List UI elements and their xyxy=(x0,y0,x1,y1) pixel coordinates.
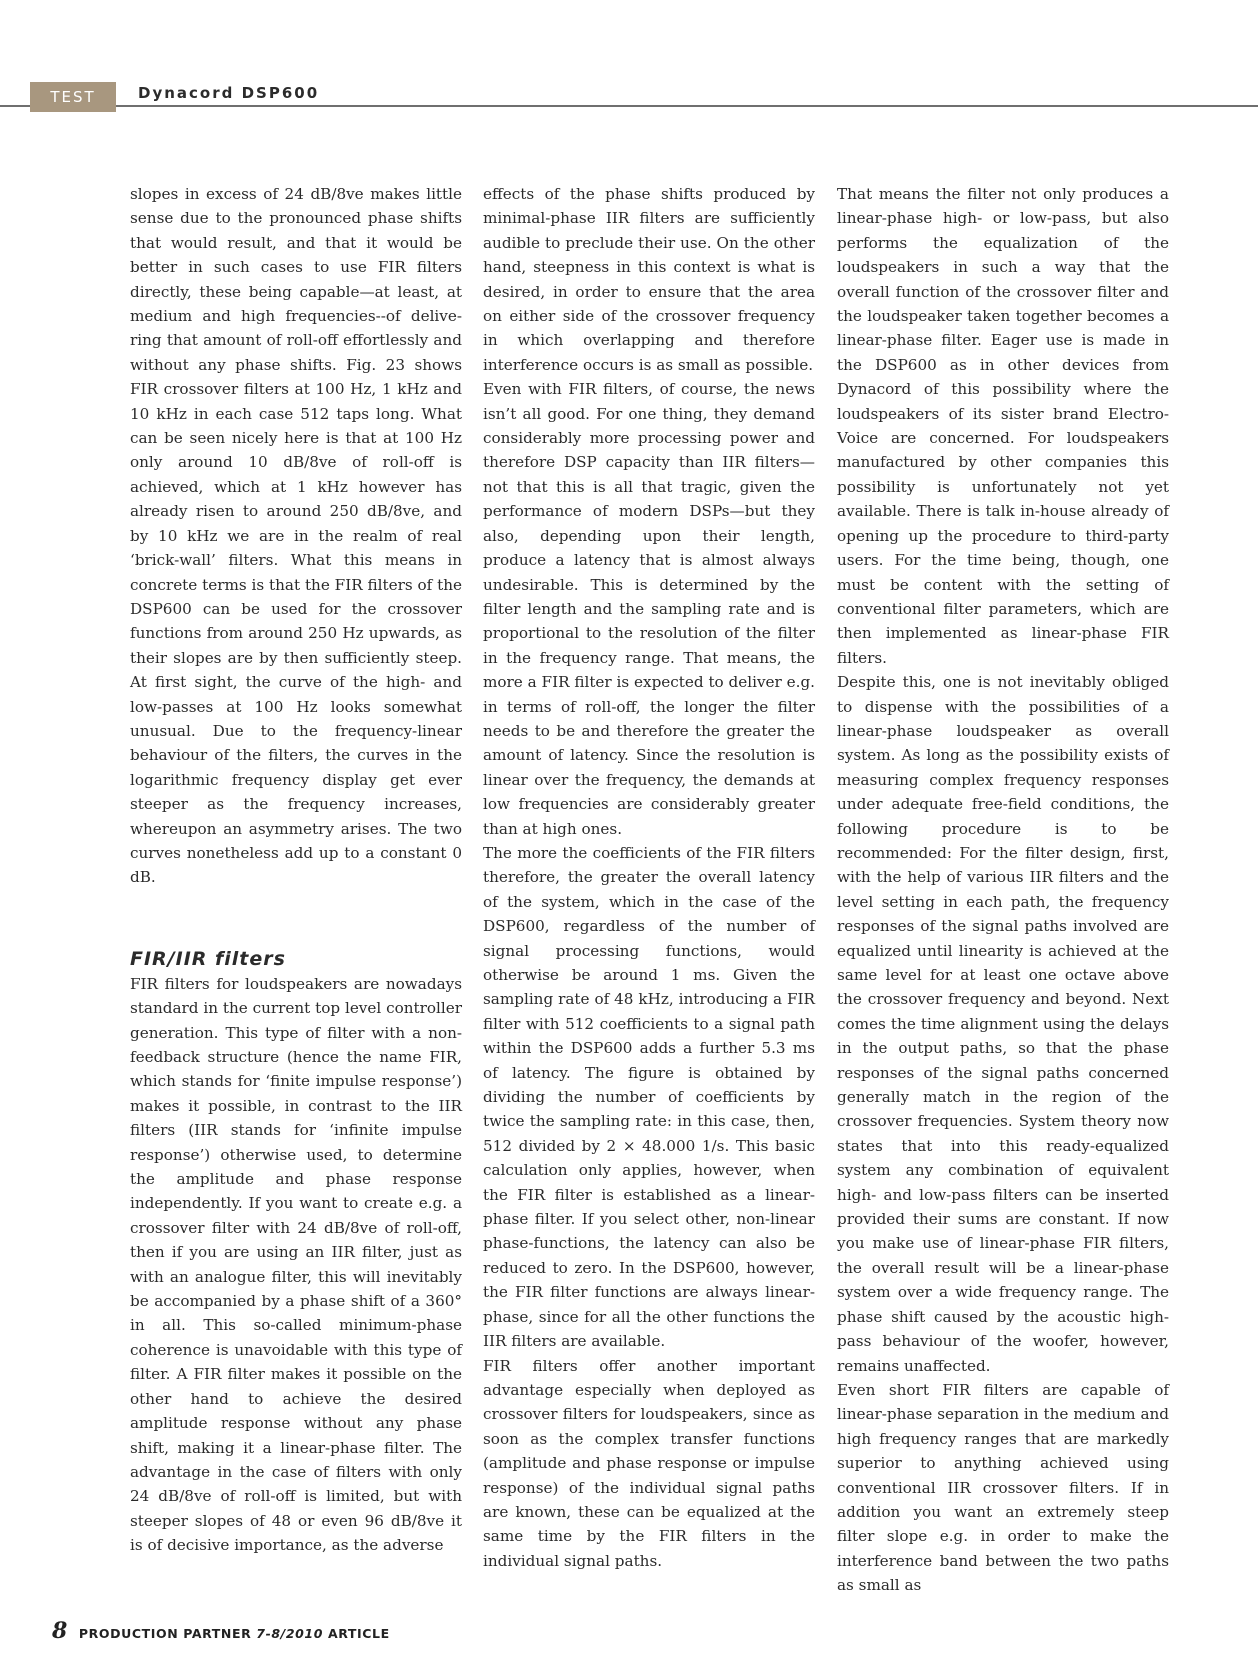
paragraph: Even short FIR filters are capable of linear-phase separation in the medium and high frequency ranges that are markedly superior to anything achieved using conventional IIR crossover filters. If in addition you want an extremely steep filter slope e.g. in order to make the interference band between the two paths as small as xyxy=(837,1380,1169,1595)
page-footer xyxy=(52,1618,390,1647)
paragraph: The more the coefficients of the FIR filters therefore, the greater the overall latency of the system, which in the case of the DSP600, regardless of the number of signal processing functions, would otherwise be around 1 ms. Given the sampling rate of 48 kHz, introducing a FIR filter with 512 coefficients to a signal path within the DSP600 adds a further 5.3 ms of latency. The figure is obtained by dividing the number of coefficients by twice the sampling rate: in this case, then, 512 divided by 2 × 48.000 1/s. This basic calculation only applies, however, when the FIR filter is established as a linear-phase filter. If you select other, non-linear phase-functions, the latency can also be reduced to zero. In the DSP600, however, the FIR filter functions are always linear-phase, since for all the other functions the IIR filters are available. xyxy=(483,843,815,1351)
spacer xyxy=(130,890,462,946)
footer-label: ARTICLE xyxy=(327,1626,390,1641)
subheading: FIR/IIR filters xyxy=(130,947,286,970)
page-number: 8 xyxy=(52,1618,68,1644)
paragraph: FIR filters for loudspeakers are nowadays standard in the current top level controller generation. This type of filter with a non-feedback structure (hence the name FIR, which stands for ‘finite impulse response’) makes it possible, in contrast to the IIR filters (IIR stands for ‘infinite impulse response’) otherwise used, to determine the amplitude and phase response independently. If you want to create e.g. a crossover filter with 24 dB/8ve of roll-off, then if you are using an IIR filter, just as with an analogue filter, this will inevitably be accompanied by a phase shift of a 360° in all. This so-called minimum-phase coherence is unavoidable with this type of filter. A FIR filter makes it possible on the other hand to achieve the desired amplitude response without any phase shift, making it a linear-phase filter. The advantage in the case of filters with only 24 dB/8ve of roll-off is limited, but with steeper slopes of 48 or even 96 dB/8ve it is of decisive importance, as the adverse xyxy=(130,974,462,1555)
paragraph: FIR filters offer another important advantage especially when deployed as crossover filters for loudspeakers, since as soon as the complex transfer functions (amplitude and phase response or impulse response) of the individual signal paths are known, these can be equalized at the same time by the FIR filters in the individual signal paths. xyxy=(483,1356,815,1570)
section-tab: TEST xyxy=(30,82,116,112)
paragraph: slopes in excess of 24 dB/8ve makes little sense due to the pronounced phase shifts that would result, and that it would be better in such cases to use FIR filters directly, these being capable—at least, at medium and high frequencies--of delivering that amount of roll-off effortlessly and without any phase shifts. Fig. 23 shows FIR crossover filters at 100 Hz, 1 kHz and 10 kHz in each case 512 taps long. What can be seen nicely here is that at 100 Hz only around 10 dB/8ve of roll-off is achieved, which at 1 kHz however has already risen to around 250 dB/8ve, and by 10 kHz we are in the realm of real ‘brick-wall’ filters. What this means in concrete terms is that the FIR filters of the DSP600 can be used for the crossover functions from around 250 Hz upwards, as their slopes are by then sufficiently steep. At first sight, the curve of the high- and low-passes at 100 Hz looks somewhat unusual. Due to the frequency-linear behaviour of the filters, the curves in the logarithmic frequency display get ever steeper as the frequency increases, whereupon an asymmetry arises. The two curves nonetheless add up to a constant 0 dB. xyxy=(130,185,462,887)
issue-number: 7-8/2010 xyxy=(256,1626,324,1641)
running-header-title: Dynacord DSP600 xyxy=(138,84,320,102)
text-column-1 xyxy=(130,182,462,1558)
paragraph: effects of the phase shifts produced by minimal-phase IIR filters are sufficiently audible to preclude their use. On the other hand, steepness in this context is what is desired, in order to ensure that the area on either side of the crossover frequency in which overlapping and therefore interference occurs is as small as possible. xyxy=(483,185,815,374)
paragraph: Despite this, one is not inevitably obliged to dispense with the possibilities of a linear-phase loudspeaker as overall system. As long as the possibility exists of measuring complex frequency responses under adequate free-field conditions, the following procedure is to be recommended: For the filter design, first, with the help of various IIR filters and the level setting in each path, the frequency responses of the signal paths involved are equalized until linearity is achieved at the same level for at least one octave above the crossover frequency and beyond. Next comes the time alignment using the delays in the output paths, so that the phase responses of the signal paths concerned generally match in the region of the crossover frequencies. System theory now states that into this ready-equalized system any combination of equivalent high- and low-pass filters can be inserted provided their sums are constant. If now you make use of linear-phase FIR filters, the overall result will be a linear-phase system over a wide frequency range. The phase shift caused by the acoustic high-pass behaviour of the woofer, however, remains unaffected. xyxy=(837,673,1169,1375)
header-rule xyxy=(0,105,1258,107)
text-column-2 xyxy=(483,182,815,1573)
text-column-3 xyxy=(837,182,1169,1598)
paragraph: That means the filter not only produces a linear-phase high- or low-pass, but also performs the equalization of the loudspeakers in such a way that the overall function of the crossover filter and the loudspeaker taken together becomes a linear-phase filter. Eager use is made in the DSP600 as in other devices from Dynacord of this possibility where the loudspeakers of its sister brand Electro-Voice are concerned. For loudspeakers manufactured by other companies this possibility is unfortunately not yet available. There is talk in-house already of opening up the procedure to third-party users. For the time being, though, one must be content with the setting of conventional filter parameters, which are then implemented as linear-phase FIR filters. xyxy=(837,185,1169,667)
paragraph: Even with FIR filters, of course, the news isn’t all good. For one thing, they demand considerably more processing power and therefore DSP capacity than IIR filters—not that this is all that tragic, given the performance of modern DSPs—but they also, depending upon their length, produce a latency that is almost always undesirable. This is determined by the filter length and the sampling rate and is proportional to the resolution of the filter in the frequency range. That means, the more a FIR filter is expected to deliver e.g. in terms of roll-off, the longer the filter needs to be and therefore the greater the amount of latency. Since the resolution is linear over the frequency, the demands at low frequencies are considerably greater than at high ones. xyxy=(483,380,815,838)
publication-name: PRODUCTION PARTNER xyxy=(78,1626,252,1641)
